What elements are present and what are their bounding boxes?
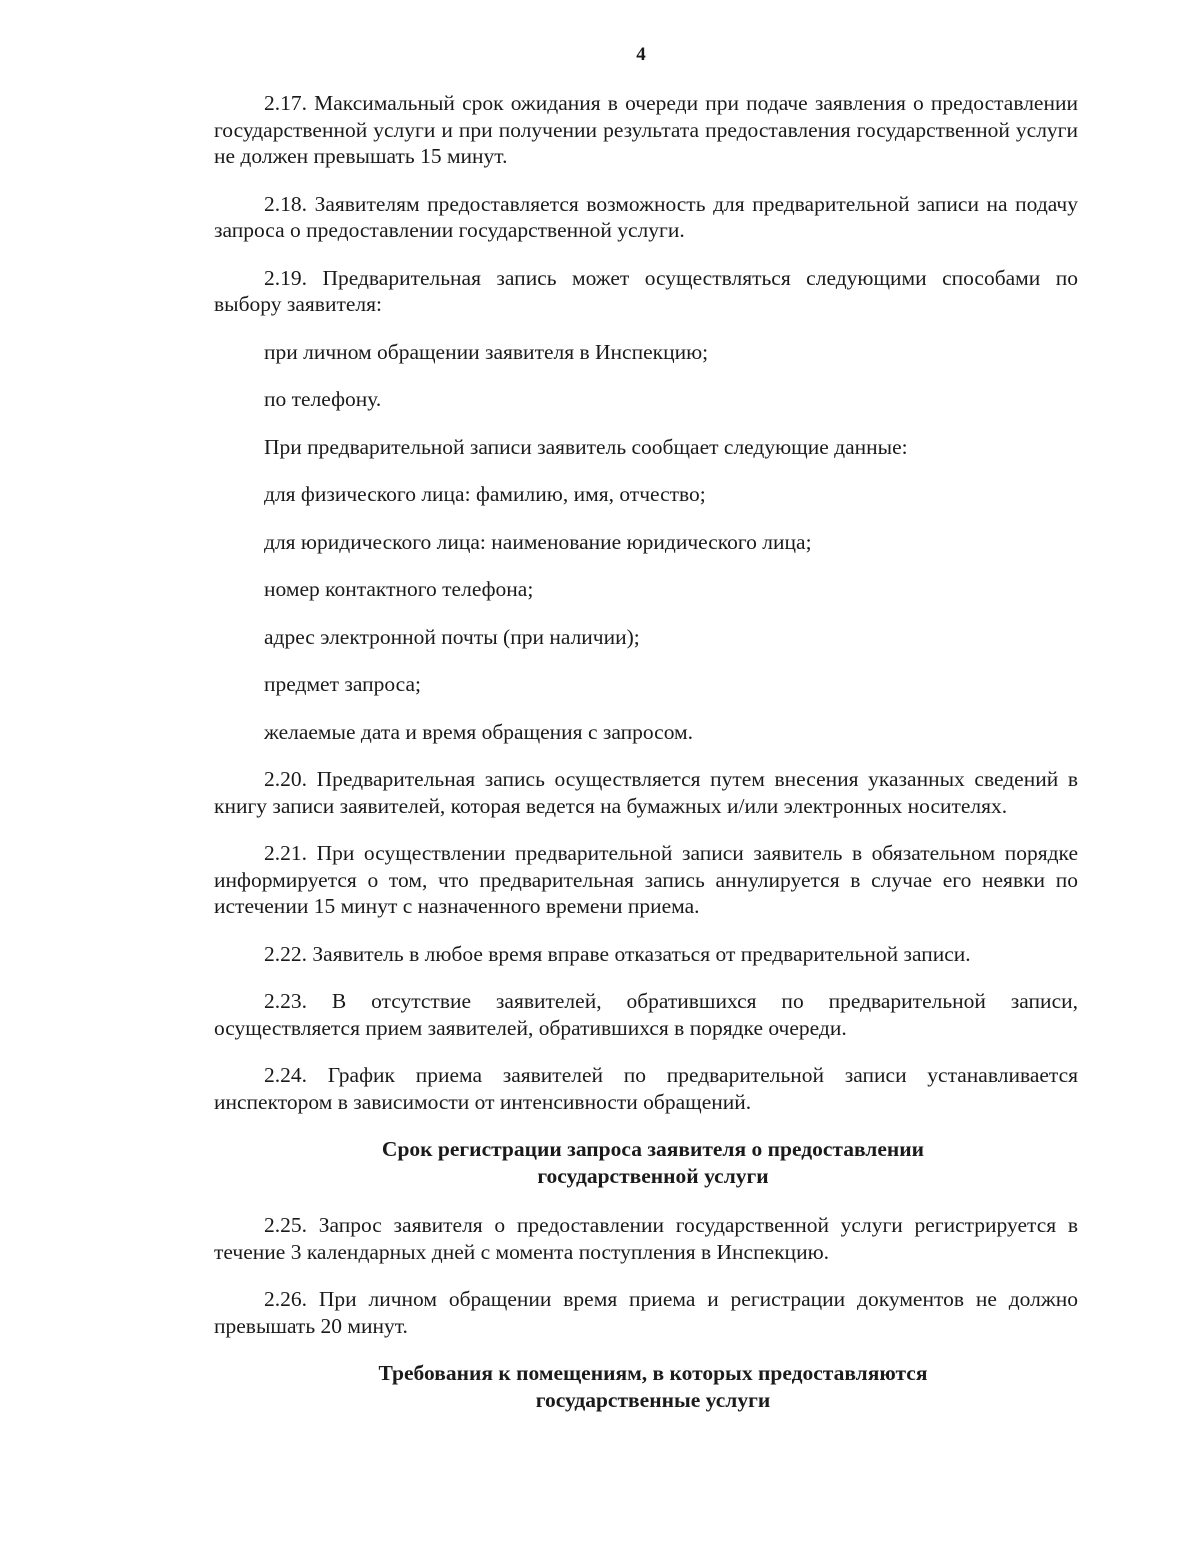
list-item: адрес электронной почты (при наличии); <box>264 624 640 649</box>
list-item: номер контактного телефона; <box>264 577 534 601</box>
list-item: для юридического лица: наименование юридического лица; <box>264 529 812 554</box>
heading-line: Срок регистрации запроса заявителя о предоставлении <box>381 1137 925 1161</box>
page-number: 4 <box>636 44 646 65</box>
paragraph-2-23: 2.23. В отсутствие заявителей, обратившихся по предварительной записи, осуществляется прием заявителей, обратившихся в порядке очереди. <box>214 989 1078 1040</box>
paragraph-2-24: 2.24. График приема заявителей по предварительной записи устанавливается инспектором в зависимости от интенсивности обращений. <box>214 1063 1078 1114</box>
section-heading-premises <box>214 1360 1078 1413</box>
list-item: при личном обращении заявителя в Инспекцию; <box>264 339 709 364</box>
paragraph-2-25: 2.25. Запрос заявителя о предоставлении государственной услуги регистрируется в течение 3 календарных дней с момента поступления в Инспекцию. <box>214 1213 1078 1264</box>
list-item: желаемые дата и время обращения с запросом. <box>264 719 694 744</box>
paragraph-2-20: 2.20. Предварительная запись осуществляется путем внесения указанных сведений в книгу записи заявителей, которая ведется на бумажных и/или электронных носителях. <box>214 767 1078 818</box>
paragraph-2-19: 2.19. Предварительная запись может осуществляться следующими способами по выбору заявителя: <box>214 265 1078 316</box>
paragraph-2-17: 2.17. Максимальный срок ожидания в очереди при подаче заявления о предоставлении государственной услуги и при получении результата предоставления государственной услуги не должен превышать 15 минут. <box>214 91 1078 168</box>
section-heading-registration <box>214 1136 1078 1189</box>
list-item: по телефону. <box>264 387 382 411</box>
data-intro: При предварительной записи заявитель сообщает следующие данные: <box>264 434 908 459</box>
heading-line: государственные услуги <box>535 1387 771 1412</box>
paragraph-2-18: 2.18. Заявителям предоставляется возможность для предварительной записи на подачу запроса о предоставлении государственной услуги. <box>214 191 1078 242</box>
heading-line: государственной услуги <box>537 1163 769 1188</box>
paragraph-2-22: 2.22. Заявитель в любое время вправе отказаться от предварительной записи. <box>264 941 971 966</box>
list-item: предмет запроса; <box>264 672 421 696</box>
paragraph-2-21: 2.21. При осуществлении предварительной записи заявитель в обязательном порядке информируется о том, что предварительная запись аннулируется в случае его неявки по истечении 15 минут с назначенного времени приема. <box>214 841 1078 918</box>
heading-line: Требования к помещениям, в которых предоставляются <box>378 1361 928 1385</box>
paragraph-2-26: 2.26. При личном обращении время приема и регистрации документов не должно превышать 20 минут. <box>214 1287 1078 1338</box>
document-body <box>214 90 1078 1436</box>
list-item: для физического лица: фамилию, имя, отчество; <box>264 482 706 506</box>
